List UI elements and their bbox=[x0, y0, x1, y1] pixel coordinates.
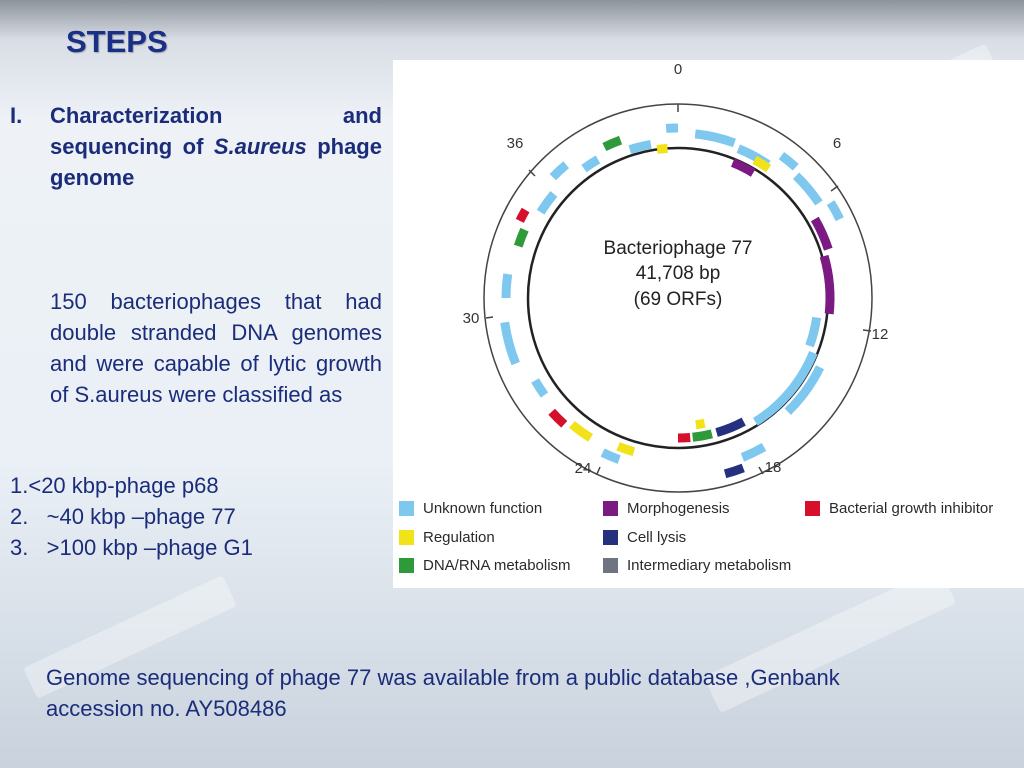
orf-block bbox=[805, 317, 821, 348]
orf-block bbox=[602, 136, 622, 151]
center-label-name: Bacteriophage 77 bbox=[603, 238, 753, 259]
legend-label: DNA/RNA metabolism bbox=[423, 557, 571, 574]
step-heading bbox=[10, 100, 382, 193]
orf-block bbox=[537, 191, 558, 215]
orf-block bbox=[656, 144, 667, 154]
genome-map-figure bbox=[393, 60, 1024, 588]
orf-block bbox=[569, 421, 593, 442]
orf-block bbox=[724, 464, 745, 478]
orf-block bbox=[678, 433, 691, 443]
orf-block bbox=[666, 124, 678, 133]
legend bbox=[393, 494, 1024, 588]
orf-block bbox=[779, 152, 799, 171]
legend-label: Intermediary metabolism bbox=[627, 557, 792, 574]
tick-label: 36 bbox=[506, 135, 524, 152]
tick-label: 12 bbox=[871, 326, 889, 343]
body-paragraph: 150 bacteriophages that had double stranded DNA genomes and were capable of lytic growth of S.aureus were classified as bbox=[50, 289, 382, 407]
genome-map bbox=[393, 60, 1024, 494]
orf-block bbox=[548, 409, 567, 428]
tick-label: 6 bbox=[832, 135, 842, 152]
list-item: 1.<20 kbp-phage p68 bbox=[10, 473, 219, 498]
center-label-orfs: (69 ORFs) bbox=[633, 289, 723, 310]
legend-label: Regulation bbox=[423, 529, 495, 546]
orf-block bbox=[550, 161, 569, 180]
heading-number: I. bbox=[10, 103, 23, 128]
legend-item bbox=[603, 500, 730, 517]
legend-label: Unknown function bbox=[423, 500, 543, 517]
orf-block bbox=[502, 273, 513, 298]
orf-block bbox=[695, 419, 705, 429]
tick-label: 18 bbox=[764, 459, 782, 476]
orf-block bbox=[793, 172, 823, 205]
orf-block bbox=[695, 129, 736, 147]
heading-text-part2: phage genome bbox=[50, 134, 382, 190]
legend-label: Cell lysis bbox=[627, 529, 687, 546]
legend-swatch bbox=[603, 558, 618, 573]
legend-item bbox=[603, 529, 686, 546]
tick-label: 0 bbox=[673, 61, 683, 78]
orf-block bbox=[500, 322, 520, 366]
orf-block bbox=[731, 158, 756, 176]
legend-item bbox=[603, 557, 791, 574]
legend-swatch bbox=[603, 501, 618, 516]
legend-swatch bbox=[603, 530, 618, 545]
legend-swatch bbox=[399, 530, 414, 545]
orf-block bbox=[581, 156, 600, 173]
legend-item bbox=[399, 557, 571, 574]
orf-block bbox=[741, 443, 767, 462]
slide-title: STEPS bbox=[66, 24, 168, 59]
legend-swatch bbox=[399, 558, 414, 573]
orf-block bbox=[820, 255, 835, 314]
tick-label: 30 bbox=[462, 310, 480, 327]
legend-item bbox=[805, 500, 993, 517]
center-label-length: 41,708 bp bbox=[635, 263, 721, 284]
heading-text bbox=[50, 100, 382, 193]
orf-block bbox=[514, 228, 529, 248]
legend-swatch bbox=[399, 501, 414, 516]
orf-block bbox=[692, 429, 713, 441]
footer-text: Genome sequencing of phage 77 was available from a public database ,Genbank accession no. AY508486 bbox=[46, 665, 840, 721]
legend-item bbox=[399, 500, 542, 517]
legend-label: Morphogenesis bbox=[627, 500, 730, 517]
heading-italic: S.aureus bbox=[213, 134, 307, 159]
legend-swatch bbox=[805, 501, 820, 516]
orf-block bbox=[616, 442, 635, 456]
orf-block bbox=[827, 200, 844, 221]
phage-list bbox=[10, 470, 253, 563]
tick-label: 24 bbox=[574, 460, 592, 477]
orf-block bbox=[516, 208, 530, 223]
list-item: 3. >100 kbp –phage G1 bbox=[10, 535, 253, 560]
list-item: 2. ~40 kbp –phage 77 bbox=[10, 504, 236, 529]
legend-item bbox=[399, 529, 495, 546]
legend-label: Bacterial growth inhibitor bbox=[829, 500, 994, 517]
heading-text-part1: Characterization and sequencing of bbox=[50, 103, 382, 159]
orf-block bbox=[531, 378, 548, 397]
